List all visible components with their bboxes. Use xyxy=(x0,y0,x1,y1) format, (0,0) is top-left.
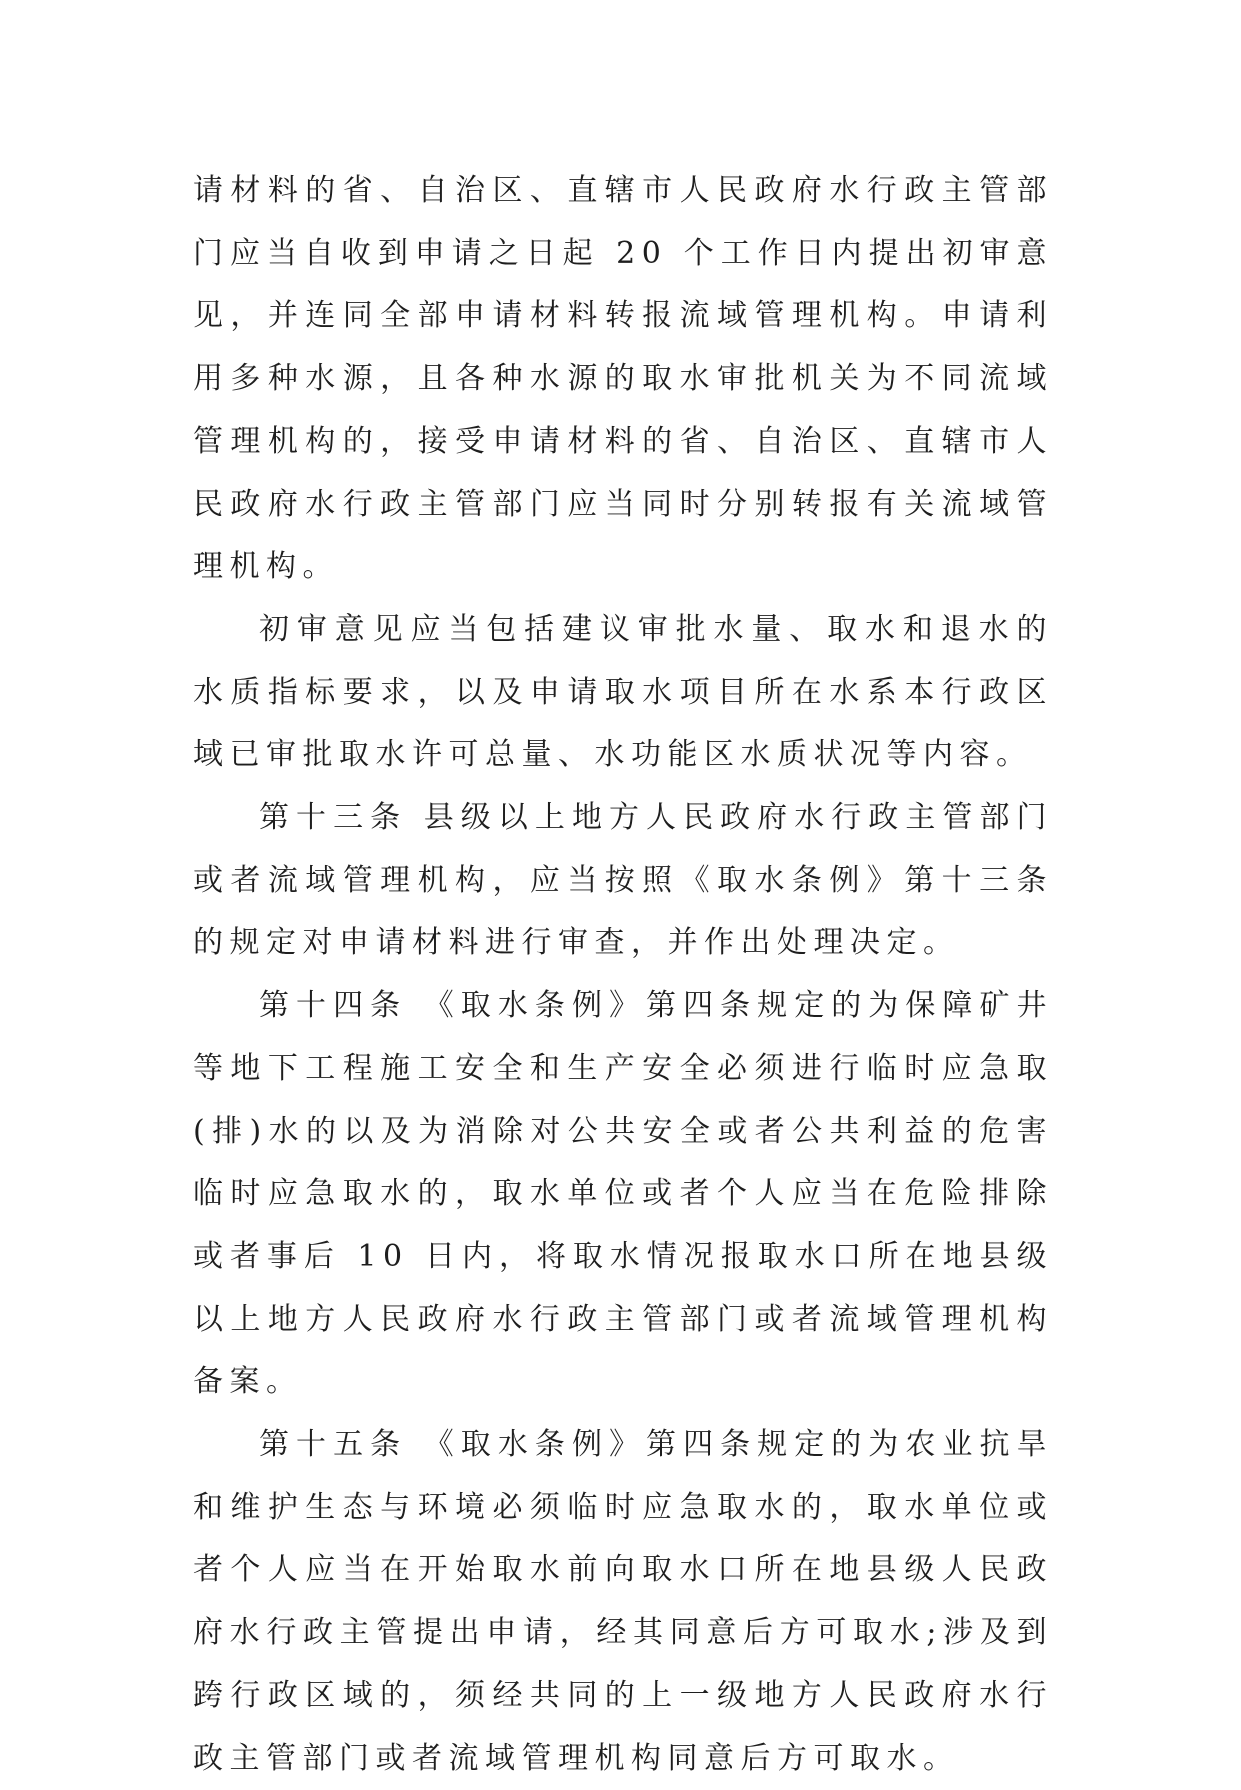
document-body xyxy=(193,160,1053,1790)
paragraph-article-14: 第十四条 《取水条例》第四条规定的为保障矿井等地下工程施工安全和生产安全必须进行临时应急取(排)水的以及为消除对公共安全或者公共利益的危害临时应急取水的，取水单位或者个人应当在危险排除或者事后 10 日内，将取水情况报取水口所在地县级以上地方人民政府水行政主管部门或者流域管理机构备案。 xyxy=(193,988,1053,1400)
paragraph-initial-review: 初审意见应当包括建议审批水量、取水和退水的水质指标要求，以及申请取水项目所在水系本行政区域已审批取水许可总量、水功能区水质状况等内容。 xyxy=(193,611,1053,773)
paragraph-article-15: 第十五条 《取水条例》第四条规定的为农业抗旱和维护生态与环境必须临时应急取水的，取水单位或者个人应当在开始取水前向取水口所在地县级人民政府水行政主管提出申请，经其同意后方可取水;涉及到跨行政区域的，须经共同的上一级地方人民政府水行政主管部门或者流域管理机构同意后方可取水。 xyxy=(193,1427,1053,1776)
paragraph-article-13: 第十三条 县级以上地方人民政府水行政主管部门或者流域管理机构，应当按照《取水条例》第十三条的规定对申请材料进行审查，并作出处理决定。 xyxy=(193,800,1053,961)
paragraph-continuation: 请材料的省、自治区、直辖市人民政府水行政主管部门应当自收到申请之日起 20 个工作日内提出初审意见，并连同全部申请材料转报流域管理机构。申请利用多种水源，且各种水源的取水审批机关为不同流域管理机构的，接受申请材料的省、自治区、直辖市人民政府水行政主管部门应当同时分别转报有关流域管理机构。 xyxy=(193,173,1053,585)
